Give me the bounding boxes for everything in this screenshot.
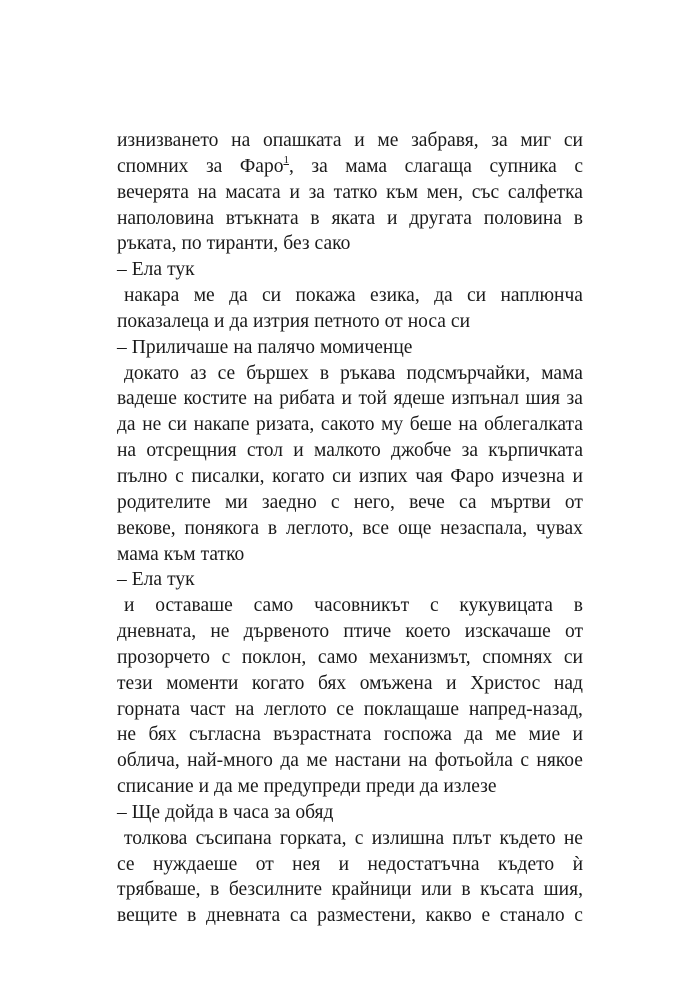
word: недостатъчна	[367, 853, 480, 875]
text-line	[117, 671, 583, 697]
word: незаспала,	[440, 517, 528, 539]
word: езика,	[369, 285, 420, 307]
word: стол	[246, 440, 283, 462]
word: не	[117, 724, 137, 746]
word: костите	[183, 388, 247, 410]
word: сако	[314, 233, 351, 255]
word: с	[221, 646, 231, 668]
word: Ела	[131, 259, 163, 281]
word: си	[450, 310, 471, 332]
word: тиранти,	[206, 233, 279, 255]
word: джобче	[391, 440, 452, 462]
word: опашката	[262, 130, 342, 151]
word: където	[499, 827, 556, 849]
word: ръката,	[117, 233, 177, 255]
word: салфетка	[507, 181, 583, 203]
word: Фаро$^1$,	[239, 153, 294, 177]
word: изпих	[358, 465, 408, 487]
word: изчезна	[501, 465, 565, 487]
word: ѝ	[572, 853, 583, 875]
word: да	[419, 776, 439, 798]
word: родителите	[117, 491, 211, 513]
word: да	[229, 310, 249, 332]
word: мама	[345, 155, 388, 177]
word: поклащаше	[363, 698, 460, 720]
word: в	[187, 905, 197, 927]
word: малкото	[313, 440, 381, 462]
word: заедно	[261, 491, 317, 513]
word: облегалката	[484, 414, 583, 436]
word: и	[572, 724, 583, 746]
word: ме	[237, 776, 259, 798]
word: горката,	[279, 827, 347, 849]
text-line	[117, 619, 583, 645]
word: чувах	[536, 517, 583, 539]
word: в	[461, 879, 471, 901]
word: нуждаеше	[152, 853, 238, 875]
word: част	[189, 698, 226, 720]
word: Приличаше	[131, 336, 229, 358]
word: в	[267, 517, 278, 539]
word: писалки,	[191, 465, 265, 487]
word: дойда	[165, 801, 214, 823]
word: си	[332, 465, 352, 487]
word: часа	[232, 801, 269, 823]
word: ме	[377, 130, 399, 151]
word: госпожа	[383, 724, 452, 746]
word: кърпичката	[488, 440, 583, 462]
word: без	[283, 233, 310, 255]
word: и	[293, 440, 304, 462]
text-line	[117, 361, 583, 387]
word: не	[210, 621, 230, 643]
word: –	[117, 801, 127, 823]
word: забравя,	[411, 130, 479, 151]
word: обяд	[295, 801, 334, 823]
word: късата	[480, 879, 535, 901]
word: показалеца	[117, 310, 210, 332]
word: и	[341, 388, 352, 410]
word: си	[262, 285, 282, 307]
word: само	[253, 595, 294, 617]
word: слагаща	[404, 155, 472, 177]
text-line	[117, 877, 583, 903]
word: с	[175, 465, 184, 487]
word: с	[330, 491, 340, 513]
word: фотьойла	[434, 750, 513, 772]
word: –	[117, 259, 127, 281]
word: само	[317, 646, 358, 668]
word: сакото	[320, 414, 375, 436]
word: и	[386, 207, 398, 229]
word: мен,	[426, 181, 463, 203]
word: Фаро	[450, 465, 494, 487]
text-line	[117, 128, 583, 154]
text-line	[117, 722, 583, 748]
word: момиченце	[319, 336, 413, 358]
text-line	[117, 645, 583, 671]
word: да	[434, 285, 453, 307]
word: в	[319, 362, 330, 384]
word: поклон,	[241, 646, 307, 668]
word: подсмърчайки,	[406, 362, 531, 384]
word: се	[217, 362, 236, 384]
word: шия,	[543, 879, 583, 901]
word: за	[566, 388, 583, 410]
word: и	[289, 181, 300, 203]
word: изскачаше	[464, 621, 551, 643]
text-line	[117, 826, 583, 852]
word: бях	[148, 724, 177, 746]
word: разместени,	[317, 905, 416, 927]
word: толкова	[124, 827, 188, 849]
word: съсипана	[195, 827, 272, 849]
word: рибата	[279, 388, 335, 410]
word: наплюнча	[500, 285, 583, 307]
word: се	[117, 853, 135, 875]
word: тук	[167, 259, 195, 281]
word: какво	[425, 905, 472, 927]
word: покажа	[295, 285, 356, 307]
word: станало	[499, 905, 565, 927]
word: другата	[409, 207, 472, 229]
word: –	[117, 336, 127, 358]
word: което	[405, 621, 451, 643]
word: излишна	[371, 827, 445, 849]
word: птиче	[343, 621, 392, 643]
text-line	[117, 386, 583, 412]
word: за	[274, 801, 291, 823]
word: ризата,	[255, 414, 315, 436]
word: да	[229, 285, 248, 307]
word: оставаше	[155, 595, 233, 617]
word: на	[117, 440, 137, 462]
word: супника	[489, 155, 557, 177]
text-line	[117, 490, 583, 516]
word: накара	[124, 285, 180, 307]
word: мие	[528, 724, 561, 746]
word: някое	[536, 750, 583, 772]
word: се	[336, 698, 354, 720]
word: за	[205, 155, 223, 177]
word: на	[253, 388, 273, 410]
word: напред-назад,	[468, 698, 583, 720]
text-line	[117, 852, 583, 878]
word: с	[429, 595, 439, 617]
word: горната	[117, 698, 181, 720]
word: ядеше	[393, 388, 445, 410]
word: леглото,	[285, 517, 354, 539]
word: си	[563, 130, 583, 151]
word: възрастната	[273, 724, 372, 746]
word: мама	[117, 543, 159, 565]
word: и	[354, 130, 365, 151]
text-line	[117, 309, 583, 335]
word: тук	[167, 569, 195, 591]
word: на	[408, 750, 428, 772]
word: е	[481, 905, 491, 927]
word: спомнях	[482, 646, 553, 668]
word: него,	[353, 491, 395, 513]
word: съгласна	[189, 724, 261, 746]
word: и	[572, 465, 583, 487]
word: часовникът	[314, 595, 410, 617]
word: изпънал	[451, 388, 519, 410]
word: да	[280, 750, 299, 772]
word: в	[573, 595, 583, 617]
word: татко	[333, 181, 378, 203]
word: докато	[124, 362, 180, 384]
word: все	[362, 517, 390, 539]
word: от	[564, 491, 583, 513]
word: да	[214, 776, 233, 798]
word: са	[458, 491, 477, 513]
word: бършех	[246, 362, 309, 384]
word: облича,	[117, 750, 180, 772]
word: чая	[415, 465, 443, 487]
text-line	[117, 231, 583, 257]
word: изтрия	[253, 310, 310, 332]
word: не	[563, 827, 583, 849]
word: втъкната	[225, 207, 299, 229]
word: към	[163, 543, 196, 565]
text-line	[117, 593, 583, 619]
word: с	[520, 750, 529, 772]
text-line	[117, 697, 583, 723]
word: си	[167, 414, 187, 436]
text-line	[117, 438, 583, 464]
word: от	[255, 853, 274, 875]
text-line	[117, 154, 583, 180]
text-line	[117, 748, 583, 774]
word: крайници	[331, 879, 412, 901]
word: му	[381, 414, 404, 436]
word: яката	[331, 207, 376, 229]
word: си	[467, 285, 487, 307]
word: когато	[272, 465, 325, 487]
dialogue-line	[117, 257, 583, 283]
word: омъжена	[359, 672, 433, 694]
text-line	[117, 516, 583, 542]
word: той	[358, 388, 387, 410]
word: вещите	[117, 905, 178, 927]
word: на	[231, 130, 251, 151]
word: ръкава	[340, 362, 396, 384]
word: ме	[495, 724, 517, 746]
word: аз	[190, 362, 207, 384]
word: за	[311, 155, 328, 177]
word: палячо	[257, 336, 315, 358]
word: за	[308, 181, 325, 203]
word: накапе	[193, 414, 250, 436]
word: с	[574, 155, 583, 177]
text-line	[117, 464, 583, 490]
word: са	[289, 905, 308, 927]
word: изнизването	[117, 130, 219, 151]
word: вечерята	[117, 181, 189, 203]
word: за	[491, 130, 508, 151]
body-text	[117, 128, 583, 929]
word: дървеното	[243, 621, 330, 643]
word: по	[181, 233, 202, 255]
dialogue-line	[117, 567, 583, 593]
word: пълно	[117, 465, 168, 487]
word: настани	[334, 750, 401, 772]
word: да	[117, 414, 136, 436]
word: си	[563, 646, 583, 668]
word: към	[386, 181, 418, 203]
word: бях	[317, 672, 347, 694]
word: татко	[200, 543, 245, 565]
word: миг	[520, 130, 552, 151]
word: ми	[224, 491, 248, 513]
word: в	[218, 801, 228, 823]
word: безсилните	[228, 879, 323, 901]
word: на	[458, 414, 478, 436]
word: най-много	[187, 750, 273, 772]
word: и	[446, 672, 457, 694]
word: да	[464, 724, 483, 746]
word: в	[573, 207, 583, 229]
word: на	[197, 181, 217, 203]
word: още	[397, 517, 432, 539]
word: петното	[314, 310, 380, 332]
word: Ще	[131, 801, 161, 823]
word: ме	[306, 750, 328, 772]
word: понякога	[184, 517, 259, 539]
footnote-marker[interactable]: 1	[283, 153, 289, 166]
word: беше	[409, 414, 452, 436]
word: където	[497, 853, 555, 875]
word: шия	[525, 388, 560, 410]
word: от	[384, 310, 403, 332]
dialogue-line	[117, 335, 583, 361]
word: Ела	[131, 569, 163, 591]
word: –	[117, 569, 127, 591]
word: и	[338, 853, 350, 875]
word: вече	[409, 491, 445, 513]
word: с	[574, 905, 583, 927]
word: в	[310, 207, 320, 229]
word: над	[553, 672, 583, 694]
text-line	[117, 774, 583, 800]
word: не	[142, 414, 162, 436]
word: преди	[365, 776, 415, 798]
word: наполовина	[117, 207, 214, 229]
word: Христос	[470, 672, 541, 694]
word: носа	[407, 310, 446, 332]
word: спомних	[117, 155, 189, 177]
word: кукувицата	[459, 595, 553, 617]
word: отсрещния	[146, 440, 237, 462]
word: за	[461, 440, 478, 462]
word: векове,	[117, 517, 176, 539]
word: нея	[292, 853, 321, 875]
word: когато	[251, 672, 305, 694]
word: в	[210, 879, 220, 901]
word: трябваше,	[117, 879, 201, 901]
word: масата	[225, 181, 281, 203]
word: дневната	[205, 905, 281, 927]
word: ме	[193, 285, 215, 307]
word: със	[471, 181, 500, 203]
word: половина	[483, 207, 562, 229]
word: моменти	[166, 672, 239, 694]
text-line	[117, 283, 583, 309]
dialogue-line	[117, 800, 583, 826]
word: вадеше	[117, 388, 177, 410]
word: с	[354, 827, 364, 849]
word: механизмът,	[369, 646, 471, 668]
word: списание	[117, 776, 194, 798]
text-line	[117, 903, 583, 929]
word: тези	[117, 672, 153, 694]
word: мама	[541, 362, 583, 384]
word: и	[124, 595, 135, 617]
word: предупреди	[263, 776, 361, 798]
word: излезе	[443, 776, 497, 798]
text-line	[117, 206, 583, 232]
word: мъртви	[490, 491, 551, 513]
word: или	[421, 879, 452, 901]
word: дневната,	[117, 621, 197, 643]
word: на	[233, 336, 253, 358]
word: и	[198, 776, 210, 798]
text-line	[117, 180, 583, 206]
word: леглото	[264, 698, 327, 720]
word: на	[235, 698, 255, 720]
text-line	[117, 542, 583, 568]
text-line	[117, 412, 583, 438]
word: прозорчето	[117, 646, 211, 668]
word: от	[564, 621, 583, 643]
word: и	[214, 310, 225, 332]
word: плът	[452, 827, 492, 849]
